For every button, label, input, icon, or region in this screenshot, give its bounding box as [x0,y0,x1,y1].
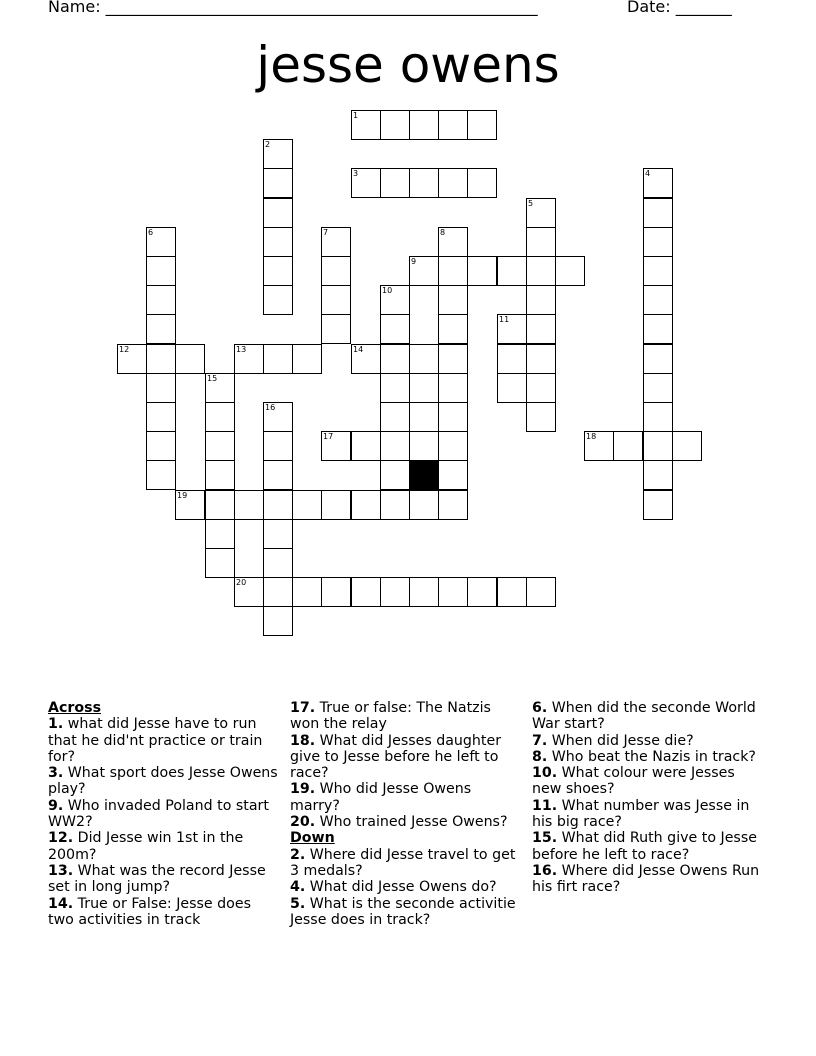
crossword-cell[interactable] [643,373,673,403]
clue-number: 19. [290,781,316,798]
crossword-cell[interactable] [643,431,673,461]
clue-text: Where did Jesse Owens Run his firt race? [532,862,760,896]
crossword-cell[interactable] [205,402,235,432]
crossword-cell[interactable] [438,373,468,403]
crossword-cell[interactable] [146,460,176,490]
clue-item [290,896,520,929]
clue-text: what did Jesse have to run that he did'nt practice or train for? [48,716,263,765]
crossword-cell[interactable] [263,402,293,432]
crossword-cell[interactable] [643,344,673,374]
crossword-cell[interactable] [467,256,497,286]
crossword-cell[interactable] [321,490,351,520]
clue-item [290,847,520,880]
crossword-cell[interactable] [380,577,410,607]
clue-item [290,879,520,895]
crossword-cell[interactable] [205,431,235,461]
crossword-cell[interactable] [409,431,439,461]
name-field-label: Name: ______________________________________________________ [48,0,538,16]
crossword-cell[interactable] [555,256,585,286]
crossword-cell[interactable] [526,402,556,432]
clue-number: 20. [290,814,316,831]
crossword-cell[interactable] [497,577,527,607]
clue-number: 13. [48,862,74,879]
crossword-cell[interactable] [146,373,176,403]
clue-text: What is the seconde activitie Jesse does in track? [290,895,516,928]
crossword-cell[interactable] [263,227,293,257]
clue-text: Who beat the Nazis in track? [551,748,756,765]
crossword-cell[interactable] [263,256,293,286]
crossword-cell[interactable] [263,431,293,461]
down-heading: Down [290,830,335,847]
crossword-cell[interactable] [146,285,176,315]
clue-number: 19 [177,491,188,500]
crossword-cell[interactable] [497,256,527,286]
crossword-cell[interactable] [409,577,439,607]
crossword-cell[interactable] [351,490,381,520]
crossword-cell[interactable] [526,285,556,315]
crossword-cell[interactable] [380,314,410,344]
clue-number: 18. [290,732,316,749]
crossword-cell[interactable] [409,490,439,520]
clue-text: What did Jesses daughter give to Jesse before he left to race? [290,732,502,782]
crossword-cell[interactable] [146,344,176,374]
crossword-cell[interactable] [643,227,673,257]
crossword-black-cell [409,460,439,490]
clue-item [532,798,768,831]
crossword-cell[interactable] [643,198,673,228]
clue-column-2 [290,700,520,928]
crossword-cell[interactable] [263,198,293,228]
clue-text: Who trained Jesse Owens? [319,814,508,831]
crossword-cell[interactable] [351,431,381,461]
crossword-cell[interactable] [146,431,176,461]
clue-number: 12. [48,830,74,847]
crossword-cell[interactable] [234,344,264,374]
crossword-cell[interactable] [146,256,176,286]
clue-number: 6. [532,700,548,716]
crossword-cell[interactable] [205,373,235,403]
crossword-cell[interactable] [380,110,410,140]
crossword-cell[interactable] [438,314,468,344]
crossword-cell[interactable] [263,577,293,607]
crossword-cell[interactable] [351,577,381,607]
clue-number: 7 [323,228,329,237]
crossword-cell[interactable] [263,344,293,374]
crossword-cell[interactable] [526,577,556,607]
crossword-cell[interactable] [321,256,351,286]
clue-item [532,749,768,765]
clue-text: What was the record Jesse set in long jump? [48,862,266,896]
clue-number: 17. [290,700,316,716]
crossword-cell[interactable] [526,227,556,257]
clue-item [290,781,520,814]
clue-number: 9 [411,257,417,266]
clue-number: 7. [532,732,548,749]
clue-number: 13 [236,345,247,354]
clue-number: 15 [207,374,218,383]
clue-item [48,896,278,929]
crossword-cell[interactable] [438,256,468,286]
crossword-cell[interactable] [263,606,293,636]
clue-item [48,830,278,863]
crossword-cell[interactable] [643,168,673,198]
clue-number: 10 [382,286,393,295]
crossword-cell[interactable] [263,519,293,549]
clue-number: 2 [265,140,271,149]
crossword-cell[interactable] [175,490,205,520]
crossword-cell[interactable] [438,227,468,257]
crossword-cell[interactable] [526,198,556,228]
clue-number: 2. [290,846,306,863]
clue-text: What did Ruth give to Jesse before he left to race? [532,830,757,863]
clue-number: 5. [290,895,306,912]
crossword-cell[interactable] [643,460,673,490]
crossword-cell[interactable] [292,490,322,520]
clue-number: 4. [290,879,306,896]
crossword-cell[interactable] [175,344,205,374]
date-field-label: Date: _______ [627,0,732,16]
clue-number: 1 [353,111,359,120]
crossword-cell[interactable] [467,577,497,607]
clue-number: 14 [353,345,364,354]
crossword-cell[interactable] [467,110,497,140]
clue-item [532,733,768,749]
crossword-cell[interactable] [205,490,235,520]
crossword-cell[interactable] [263,168,293,198]
crossword-cell[interactable] [263,139,293,169]
across-heading: Across [48,700,102,716]
crossword-cell[interactable] [497,314,527,344]
clue-text: What colour were Jesses new shoes? [532,765,735,798]
clue-number: 1. [48,716,64,733]
clue-number: 16. [532,862,558,879]
down-clue-list [290,847,520,928]
crossword-cell[interactable] [409,168,439,198]
crossword-cell[interactable] [526,256,556,286]
crossword-cell[interactable] [438,490,468,520]
crossword-cell[interactable] [321,314,351,344]
clue-number: 10. [532,765,558,782]
crossword-cell[interactable] [438,577,468,607]
crossword-cell[interactable] [526,373,556,403]
crossword-cell[interactable] [380,285,410,315]
crossword-cell[interactable] [526,344,556,374]
clue-item [290,733,520,782]
clue-number: 16 [265,403,276,412]
crossword-cell[interactable] [467,168,497,198]
crossword-cell[interactable] [409,402,439,432]
clue-text: True or False: Jesse does two activities in track [48,895,251,928]
crossword-cell[interactable] [380,490,410,520]
clue-number: 11 [499,315,510,324]
clue-text: Who did Jesse Owens marry? [290,781,472,814]
crossword-cell[interactable] [263,285,293,315]
clue-number: 15. [532,830,558,847]
crossword-cell[interactable] [234,577,264,607]
clue-text: What number was Jesse in his big race? [532,797,750,831]
crossword-cell[interactable] [351,168,381,198]
clue-column-1 [48,700,278,928]
crossword-cell[interactable] [380,373,410,403]
across-clue-list [48,716,278,928]
crossword-cell[interactable] [438,285,468,315]
clue-number: 3. [48,765,64,782]
crossword-cell[interactable] [234,490,264,520]
crossword-cell[interactable] [497,344,527,374]
clue-number: 3 [353,169,359,178]
crossword-cell[interactable] [146,227,176,257]
crossword-cell[interactable] [643,314,673,344]
clue-number: 8 [440,228,446,237]
clue-number: 4 [645,169,651,178]
crossword-cell[interactable] [584,431,614,461]
crossword-cell[interactable] [438,402,468,432]
clue-column-3 [532,700,768,896]
crossword-cell[interactable] [526,314,556,344]
crossword-cell[interactable] [409,110,439,140]
crossword-cell[interactable] [613,431,643,461]
crossword-cell[interactable] [380,168,410,198]
crossword-cell[interactable] [643,285,673,315]
crossword-cell[interactable] [672,431,702,461]
crossword-cell[interactable] [380,402,410,432]
clue-text: True or false: The Natzis won the relay [290,700,491,733]
crossword-cell[interactable] [321,431,351,461]
clue-number: 11. [532,797,558,814]
clue-number: 12 [119,345,130,354]
crossword-cell[interactable] [117,344,147,374]
crossword-cell[interactable] [380,431,410,461]
crossword-cell[interactable] [409,344,439,374]
clue-text: Did Jesse win 1st in the 200m? [48,830,244,863]
clue-item [48,765,278,798]
crossword-cell[interactable] [351,110,381,140]
crossword-cell[interactable] [205,460,235,490]
crossword-cell[interactable] [643,256,673,286]
across-clue-list-continued [290,700,520,830]
crossword-cell[interactable] [351,344,381,374]
crossword-cell[interactable] [263,548,293,578]
crossword-cell[interactable] [438,460,468,490]
clue-number: 18 [586,432,597,441]
crossword-cell[interactable] [438,168,468,198]
crossword-cell[interactable] [205,548,235,578]
crossword-cell[interactable] [409,256,439,286]
clue-text: When did the seconde World War start? [532,700,756,733]
clue-text: Where did Jesse travel to get 3 medals? [290,846,516,879]
crossword-cell[interactable] [321,577,351,607]
crossword-cell[interactable] [438,344,468,374]
crossword-cell[interactable] [321,227,351,257]
clue-number: 6 [148,228,154,237]
down-clue-list-continued [532,700,768,896]
crossword-cell[interactable] [205,519,235,549]
clue-item [290,700,520,733]
clue-item [290,814,520,830]
clue-number: 14. [48,895,74,912]
clue-item [48,798,278,831]
crossword-cell[interactable] [321,285,351,315]
clue-number: 20 [236,578,247,587]
crossword-cell[interactable] [380,344,410,374]
crossword-cell[interactable] [146,402,176,432]
clue-number: 5 [528,199,534,208]
clue-item [532,700,768,733]
clue-text: What sport does Jesse Owens play? [48,765,278,798]
crossword-cell[interactable] [438,431,468,461]
clue-text: What did Jesse Owens do? [309,879,497,896]
crossword-cell[interactable] [292,344,322,374]
crossword-cell[interactable] [643,402,673,432]
crossword-cell[interactable] [438,110,468,140]
crossword-cell[interactable] [263,460,293,490]
crossword-cell[interactable] [497,373,527,403]
clue-item [48,716,278,765]
clue-number: 17 [323,432,334,441]
clue-text: When did Jesse die? [551,732,694,749]
crossword-cell[interactable] [146,314,176,344]
crossword-cell[interactable] [643,490,673,520]
crossword-cell[interactable] [409,373,439,403]
clue-item [48,863,278,896]
clue-number: 9. [48,797,64,814]
page-title: jesse owens [256,36,560,94]
clue-item [532,765,768,798]
clue-item [532,863,768,896]
clue-text: Who invaded Poland to start WW2? [48,797,269,831]
crossword-cell[interactable] [263,490,293,520]
clue-number: 8. [532,748,548,765]
crossword-cell[interactable] [292,577,322,607]
crossword-cell[interactable] [380,460,410,490]
clue-item [532,830,768,863]
